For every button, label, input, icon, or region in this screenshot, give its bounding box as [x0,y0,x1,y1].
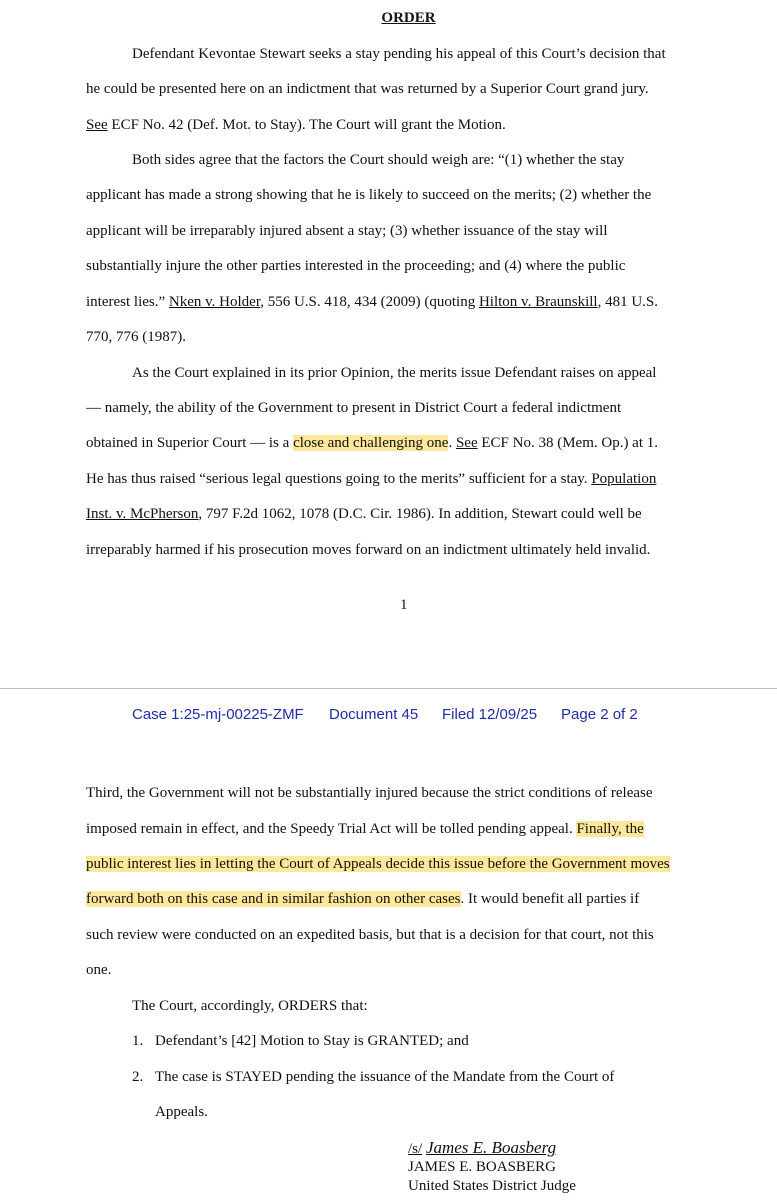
text-line [86,116,506,134]
text-line [86,505,642,523]
list-item-continuation: Appeals. [155,1104,208,1120]
text-fragment: ECF No. 42 (Def. Mot. to Stay). The Court will grant the Motion. [107,117,506,133]
text-fragment: . It would benefit all parties if [460,891,640,907]
signature-prefix: /s/ [408,1141,423,1157]
text-line: such review were conducted on an expedited basis, but that is a decision for that court, not this [86,927,654,943]
text-fragment: . [448,435,456,451]
highlighted-text: forward both on this case and in similar fashion on other cases [86,891,461,907]
text-line: he could be presented here on an indictment that was returned by a Superior Court grand jury. [86,81,649,97]
citation-signal: See [86,117,108,133]
case-citation: Hilton v. Braunskill [478,294,598,310]
list-item-number: 2. [132,1069,144,1085]
text-fragment: imposed remain in effect, and the Speedy Trial Act will be tolled pending appeal. [86,821,577,837]
list-item-number: 1. [132,1033,144,1049]
text-line: The Court, accordingly, ORDERS that: [132,998,368,1014]
case-number: Case 1:25-mj-00225-ZMF [132,706,304,723]
order-title: ORDER [381,10,436,26]
signature [408,1138,556,1158]
text-line [86,293,658,311]
text-fragment: obtained in Superior Court — is a [86,435,294,451]
citation-signal: See [455,435,478,451]
list-item: Defendant’s [42] Motion to Stay is GRANTED; and [155,1033,469,1049]
text-fragment: , 556 U.S. 418, 434 (2009) (quoting [260,294,479,310]
case-citation: Population [591,471,657,487]
text-line: — namely, the ability of the Government to present in District Court a federal indictment [86,400,622,416]
case-citation: Inst. v. McPherson [86,506,199,522]
text-fragment: He has thus raised “serious legal questions going to the merits” sufficient for a stay. [86,471,592,487]
text-line [86,470,656,488]
text-line: one. [86,962,112,978]
text-line: Third, the Government will not be substantially injured because the strict conditions of release [86,785,653,801]
text-line: applicant will be irreparably injured absent a stay; (3) whether issuance of the stay will [86,223,608,239]
highlighted-text: close and challenging one [293,435,449,451]
document-number: Document 45 [329,706,419,723]
text-fragment: interest lies.” [86,294,169,310]
page-indicator: Page 2 of 2 [561,706,638,723]
text-line: Defendant Kevontae Stewart seeks a stay pending his appeal of this Court’s decision that [132,46,666,62]
text-line [86,434,658,452]
page-divider [0,688,777,689]
text-line: Both sides agree that the factors the Court should weigh are: “(1) whether the stay [132,152,625,168]
filed-date: Filed 12/09/25 [442,706,538,723]
judge-title: United States District Judge [408,1178,576,1194]
case-citation: Nken v. Holder [168,294,261,310]
list-item: The case is STAYED pending the issuance of the Mandate from the Court of [155,1069,615,1085]
text-line [86,890,639,908]
page-number: 1 [400,597,408,613]
text-fragment: , 481 U.S. [597,294,659,310]
text-fragment: , 797 F.2d 1062, 1078 (D.C. Cir. 1986). In addition, Stewart could well be [198,506,642,522]
text-line: substantially injure the other parties interested in the proceeding; and (4) where the public [86,258,626,274]
text-line [86,820,644,838]
judge-name: JAMES E. BOASBERG [408,1159,556,1175]
text-line: As the Court explained in its prior Opinion, the merits issue Defendant raises on appeal [132,365,657,381]
highlighted-text: Finally, the [576,821,644,837]
text-line: irreparably harmed if his prosecution moves forward on an indictment ultimately held invalid. [86,542,651,558]
text-line [86,855,670,873]
highlighted-text: public interest lies in letting the Court of Appeals decide this issue before the Government moves [86,856,670,872]
text-line: applicant has made a strong showing that he is likely to succeed on the merits; (2) whether the [86,187,652,203]
signature-script: James E. Boasberg [425,1138,557,1157]
text-line: 770, 776 (1987). [86,329,186,345]
text-fragment: ECF No. 38 (Mem. Op.) at 1. [477,435,659,451]
